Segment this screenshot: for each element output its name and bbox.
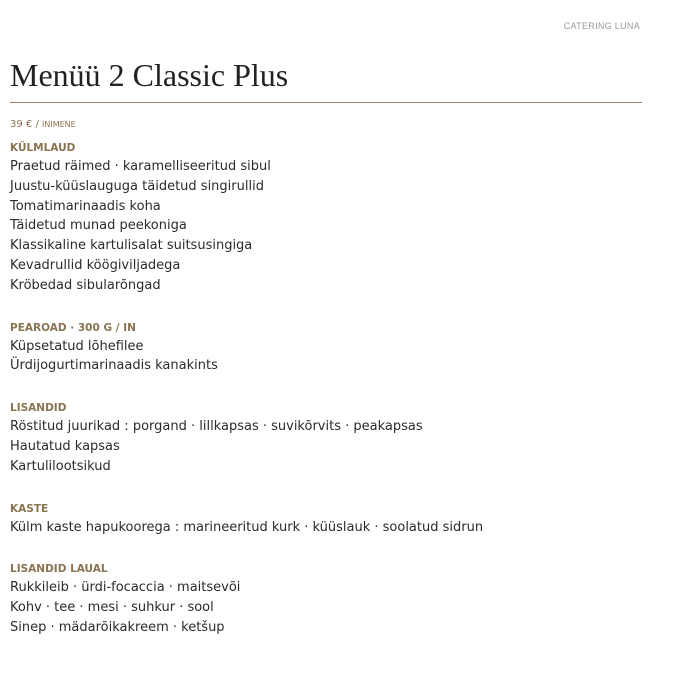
- menu-item: Tomatimarinaadis koha: [10, 198, 161, 214]
- menu-item: Kevadrullid köögiviljadega: [10, 257, 181, 273]
- menu-item: Küpsetatud lõhefilee: [10, 338, 144, 354]
- menu-item: Kartulilootsikud: [10, 458, 111, 474]
- section-cold-table: [10, 139, 650, 296]
- price-line: [10, 119, 76, 130]
- menu-item: Hautatud kapsas: [10, 438, 120, 454]
- menu-item: Sinep · mädarõikakreem · ketšup: [10, 619, 225, 635]
- menu-item: Klassikaline kartulisalat suitsusingiga: [10, 238, 253, 254]
- menu-item: Kohv · tee · mesi · suhkur · sool: [10, 600, 214, 616]
- page-title: Menüü 2 Classic Plus: [10, 57, 289, 93]
- menu-sections: [10, 139, 650, 661]
- brand-name: CATERING LUNA: [563, 21, 640, 31]
- section-table-extras: [10, 560, 650, 637]
- section-sides: [10, 399, 650, 476]
- price-amount: 39 € /: [10, 119, 39, 130]
- menu-item: Praetud räimed · karamelliseeritud sibul: [10, 159, 271, 174]
- section-title: LISANDID: [10, 402, 67, 415]
- menu-item: Röstitud juurikad : porgand · lillkapsas · suvikõrvits · peakapsas: [10, 419, 423, 435]
- menu-item: Juustu-küüslauguga täidetud singirullid: [10, 178, 264, 194]
- menu-item: Täidetud munad peekoniga: [10, 218, 187, 234]
- menu-item: Külm kaste hapukoorega : marineeritud kurk · küüslauk · soolatud sidrun: [10, 519, 484, 535]
- title-divider: [10, 102, 642, 103]
- section-sauce: [10, 500, 650, 538]
- price-unit: INIMENE: [42, 120, 76, 129]
- menu-item: Kröbedad sibularõngad: [10, 277, 161, 293]
- section-title: PEAROAD · 300 G / IN: [10, 321, 136, 334]
- section-main-courses: [10, 319, 650, 377]
- menu-item: Rukkileib · ürdi-focaccia · maitsevõi: [10, 580, 241, 596]
- menu-item: Ürdijogurtimarinaadis kanakints: [10, 358, 218, 374]
- section-title: KASTE: [10, 502, 49, 515]
- section-title: KÜLMLAUD: [10, 142, 76, 154]
- section-title: LISANDID LAUAL: [10, 563, 108, 576]
